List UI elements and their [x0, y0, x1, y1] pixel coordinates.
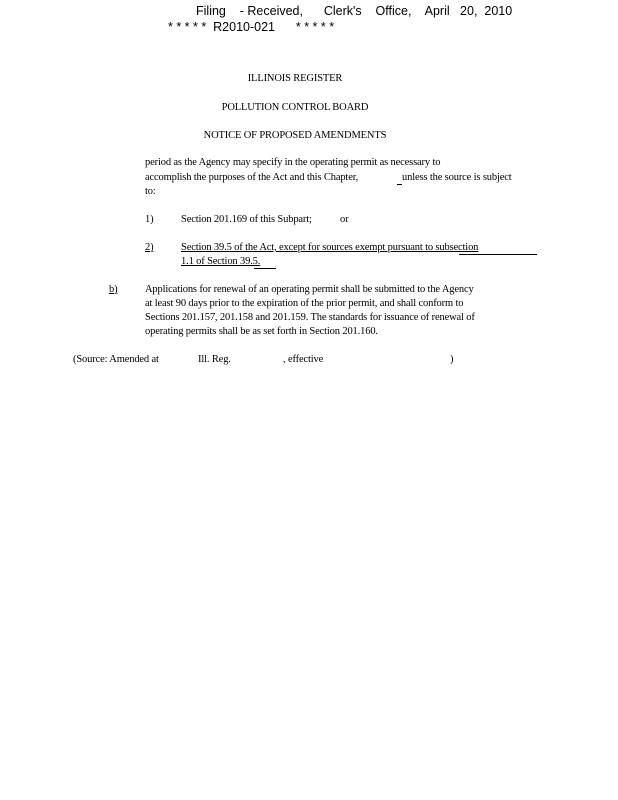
subsection-b-line-4: operating permits shall be as set forth in Section 201.160.	[145, 326, 378, 337]
source-note-close: )	[450, 354, 454, 365]
item-2-number: 2)	[145, 242, 154, 253]
filing-stamp-line1: Filing - Received, Clerk's Office, April 20, 2010	[196, 4, 513, 18]
intro-line-2-end: unless the source is subject	[402, 172, 512, 183]
notice-title: NOTICE OF PROPOSED AMENDMENTS	[203, 130, 387, 141]
subsection-b-line-2: at least 90 days prior to the expiration of the prior permit, and shall conform to	[145, 298, 464, 309]
source-note-part1: (Source: Amended at	[73, 354, 159, 365]
register-title: ILLINOIS REGISTER	[247, 73, 343, 84]
intro-line-2: accomplish the purposes of the Act and this Chapter,	[145, 172, 359, 183]
subsection-b-line-1: Applications for renewal of an operating permit shall be submitted to the Agency	[145, 284, 474, 295]
intro-line-1: period as the Agency may specify in the operating permit as necessary to	[145, 157, 441, 168]
item-2-line-2: 1.1 of Section 39.5.	[181, 256, 261, 267]
item-2-underline-ext-1	[459, 254, 537, 255]
item-1-number: 1)	[145, 214, 154, 225]
source-note-part2: Ill. Reg.	[198, 354, 231, 365]
subsection-b-label: b)	[109, 284, 118, 295]
filing-stamp-line2: * * * * * R2010-021 * * * * *	[168, 20, 335, 34]
item-1-text: Section 201.169 of this Subpart;	[181, 214, 312, 225]
item-1-or: or	[340, 214, 349, 225]
item-2-underline-ext-2	[254, 268, 276, 269]
board-title: POLLUTION CONTROL BOARD	[221, 102, 369, 113]
blank-underline	[397, 184, 402, 185]
intro-line-3: to:	[145, 186, 156, 197]
item-2-line-1: Section 39.5 of the Act, except for sources exempt pursuant to subsection	[181, 242, 479, 253]
subsection-b-line-3: Sections 201.157, 201.158 and 201.159. The standards for issuance of renewal of	[145, 312, 475, 323]
source-note-part3: , effective	[283, 354, 324, 365]
